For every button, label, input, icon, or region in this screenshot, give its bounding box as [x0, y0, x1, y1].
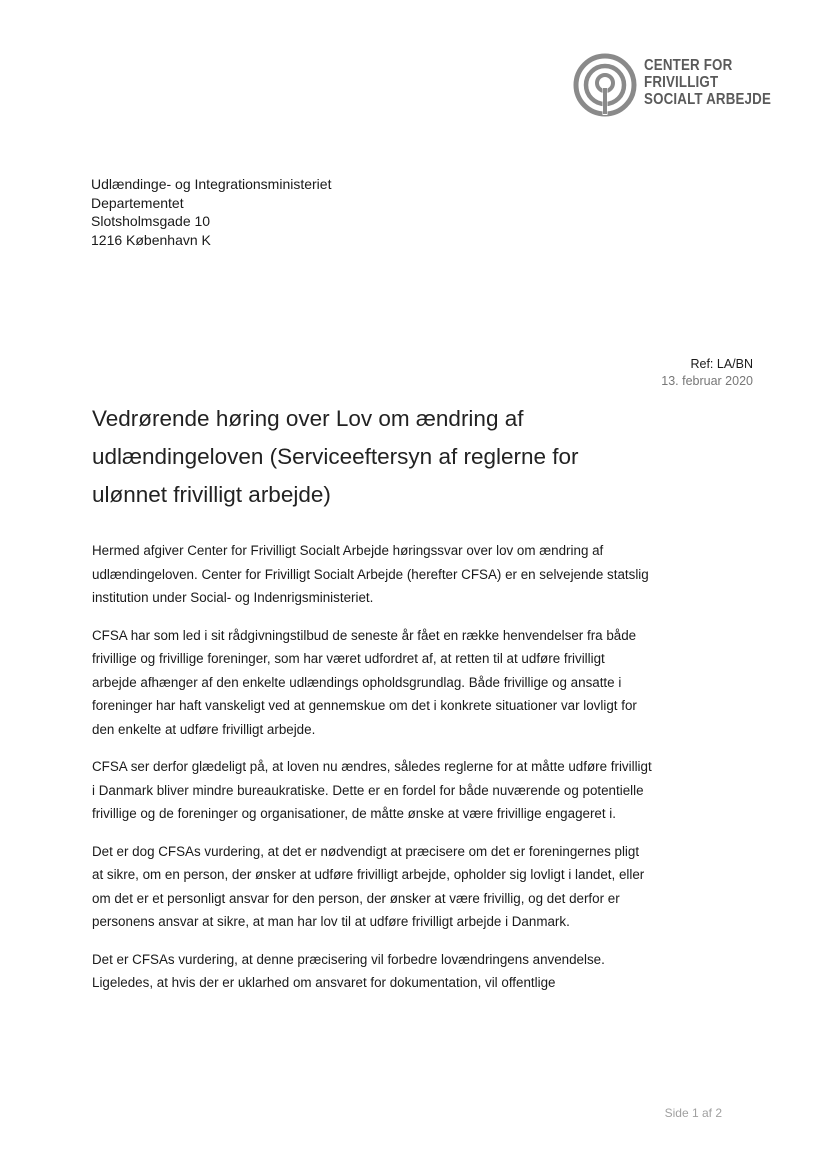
recipient-line-4: 1216 København K [91, 231, 211, 248]
letter-body [92, 539, 652, 1009]
body-paragraph: CFSA ser derfor glædeligt på, at loven nu ændres, således reglerne for at måtte udføre frivilligt i Danmark bliver mindre bureaukratiske. Dette er en fordel for både nuværende og potentielle frivillige og de foreninger og organisationer, de måtte ønske at være frivillige engageret i. [92, 759, 652, 821]
cfsa-logo-icon [572, 52, 638, 118]
letter-date: 13. februar 2020 [661, 373, 753, 388]
letter-title: Vedrørende høring over Lov om ændring af udlændingeloven (Serviceeftersyn af reglerne for ulønnet frivilligt arbejde) [92, 406, 579, 507]
body-paragraph: CFSA har som led i sit rådgivningstilbud de seneste år fået en række henvendelser fra både frivillige og frivillige foreninger, som har været udfordret af, at retten til at udføre frivilligt arbejde afhænger af den enkelte udlændings opholdsgrundlag. Både frivillige og ansatte i foreninger har haft vanskeligt ved at gennemskue om det i konkrete situationer var lovligt for den enkelte at udføre frivilligt arbejde. [92, 627, 637, 737]
recipient-line-3: Slotsholmsgade 10 [91, 213, 211, 229]
body-paragraph: Det er CFSAs vurdering, at denne præcisering vil forbedre lovændringens anvendelse. Ligeledes, at hvis der er uklarhed om ansvaret for dokumentation, vil offentlige [92, 951, 605, 990]
cfsa-logo-wordmark [644, 57, 771, 108]
page-number: Side 1 af 2 [664, 1106, 722, 1120]
body-paragraph: Hermed afgiver Center for Frivilligt Socialt Arbejde høringssvar over lov om ændring af udlændingeloven. Center for Frivilligt Socialt Arbejde (herefter CFSA) er en selvejende statslig institution under Social- og Indenrigsministeriet. [92, 543, 649, 605]
reference: Ref: LA/BN [690, 357, 753, 371]
body-paragraph: Det er dog CFSAs vurdering, at det er nødvendigt at præcisere om det er foreningernes pligt at sikre, om en person, der ønsker at udføre frivilligt arbejde, opholder sig lovligt i landet, eller om det er et personligt ansvar for den person, der ønsker at være frivillig, og det derfor er personens ansvar at sikre, at man har lov til at udføre frivilligt arbejde i Danmark. [92, 843, 645, 929]
recipient-line-2: Departementet [91, 194, 184, 211]
cfsa-logo [572, 52, 772, 122]
recipient-line-1: Udlændinge- og Integrationsministeriet [91, 176, 332, 192]
logo-line-3: SOCIALT ARBEJDE [644, 91, 772, 108]
logo-line-2: FRIVILLIGT [644, 74, 719, 91]
reference-block [661, 356, 753, 389]
recipient-address [91, 175, 331, 249]
logo-line-1: CENTER FOR [644, 57, 733, 74]
